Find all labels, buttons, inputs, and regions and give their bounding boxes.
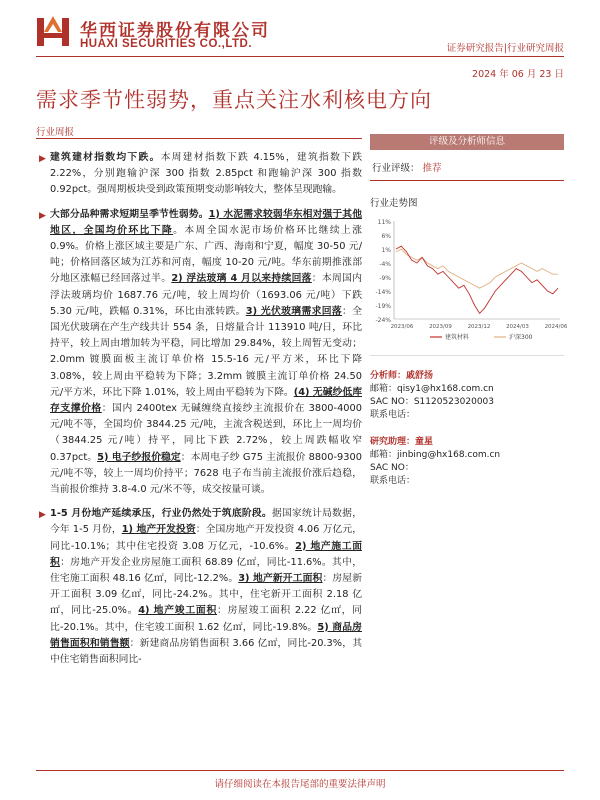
footer-divider	[36, 770, 564, 771]
body-text: ：新建商品房销售面积 3.66 亿㎡，同比-20.3%，其中住宅销售面积同比-	[50, 637, 362, 666]
highlight-text: 5) 商品房销售面积和销售额	[50, 621, 362, 649]
x-tick-label: 2023/06	[390, 324, 414, 330]
x-tick-label: 2023/12	[467, 324, 491, 330]
highlight-text: 建筑建材指数均下跌。	[50, 152, 161, 163]
sidebar	[370, 134, 568, 488]
legend-label: 建筑材料	[445, 334, 470, 341]
analyst-1	[370, 370, 564, 422]
y-tick-label: -4%	[379, 261, 391, 268]
bullet-triangle-icon: ▶	[39, 154, 46, 164]
y-tick-label: 11%	[377, 219, 391, 226]
body-text: ：本周电子纱 G75 主流报价 8800-9300 元/吨不等，较上一周均价持平；7628 电子布当前主流报价涨后趋稳，当前报价维持 3.8-4.0 元/米不等，成交按量可谈。	[50, 451, 362, 496]
body-text: ：房地产开发企业房屋施工面积 68.89 亿㎡，同比-11.6%。其中，住宅施工面积 48.16 亿㎡，同比-12.2%。	[50, 556, 363, 585]
industry-rating	[370, 150, 564, 180]
chart-divider	[370, 355, 564, 356]
paragraph-demand	[39, 207, 363, 499]
rating-label: 行业评级：	[372, 163, 420, 174]
legend-label: 沪深300	[509, 334, 533, 341]
category-divider	[36, 138, 362, 139]
highlight-text: 3) 地产新开工面积	[238, 573, 323, 585]
body-text: ：全国房地产开发投资 4.06 万亿元，同比-10.1%；其中住宅投资 3.08 万亿元，-10.6%。	[50, 524, 362, 552]
body-text: ：全国光伏玻璃在产生产线共计 554 条，日熔量合计 113910 吨/日，环比持平，较上周由增加转为平稳，同比增加 29.84%，较上周暂无变动；2.0mm 镀膜面板主流订单价格 15.5-16 元/平方米，环比下降 3.08%，较上周由平稳转为下降；3.2mm 镀膜主流订单价格 24.50 元/平方米，环比下降 1.01%，较上周由平稳转为下降。	[50, 305, 362, 398]
highlight-text: 1) 地产开发投资	[121, 524, 196, 536]
rating-value: 推荐	[422, 163, 442, 174]
y-tick-label: -24%	[375, 317, 391, 324]
highlight-text: 2) 浮法玻璃 4 月以来持续回落	[171, 273, 312, 285]
y-tick-label: 6%	[381, 233, 391, 240]
highlight-text: (4) 无碱纱低库存支撑价格	[50, 386, 362, 415]
x-tick-label: 2024/06	[544, 324, 568, 330]
analyst-2-role: 研究助理：童星	[370, 437, 434, 447]
company-name-en: HUAXI SECURITIES CO.,LTD.	[80, 38, 253, 50]
analyst-1-role: 分析师：戚舒扬	[370, 371, 434, 381]
highlight-text: 大部分品种需求短期呈季节性弱势。	[50, 208, 209, 220]
highlight-text: 5) 电子纱报价稳定	[97, 451, 181, 463]
huaxi-logo-icon	[36, 14, 70, 48]
series-line-building-materials	[396, 246, 558, 313]
legal-notice: 请仔细阅读在本报告尾部的重要法律声明	[214, 779, 386, 790]
rating-divider	[370, 180, 564, 181]
report-date: 2024 年 06 月 23 日	[472, 69, 564, 80]
header-divider	[36, 56, 564, 57]
x-tick-label: 2024/03	[506, 324, 529, 330]
body-text: ：房屋竣工面积 2.22 亿㎡，同比-20.1%。其中，住宅竣工面积 1.62 亿㎡，同比-19.8%。	[50, 605, 362, 633]
series-line-csi300	[396, 249, 558, 288]
x-tick-label: 2023/09	[429, 324, 452, 330]
body-text: ：房屋新开工面积 3.09 亿㎡，同比-24.2%。其中，住宅新开工面积 2.18 亿㎡，同比-25.0%。	[50, 573, 362, 617]
analyst-2	[370, 436, 564, 488]
company-name-cn: 华西证券股份有限公司	[80, 21, 270, 41]
analyst-2-sac: SAC NO：	[370, 463, 414, 473]
y-tick-label: 1%	[381, 247, 391, 254]
y-tick-label: -14%	[375, 289, 391, 296]
trend-title: 行业走势图	[370, 198, 418, 209]
body-text: 。本周全国水泥市场价格环比继续上涨 0.9%。价格上涨区域主要是广东、广西、海南和宁夏，幅度 30-50 元/吨；价格回落区域为江苏和河南，幅度 10-20 元/吨。华东前期推涨部分地区涨幅已经回落过半。	[50, 224, 363, 285]
paragraph-real-estate	[39, 506, 363, 668]
body-text: ：国内 2400tex 无碱缠绕直接纱主流报价在 3800-4000 元/吨不等，全国均价 3844.25 元/吨，主流含税送到，环比上一周均价（3844.25 元/吨）持平，同比下跌 2.72%，较上周跌幅收窄 0.37pct。	[50, 403, 363, 463]
sidebar-header: 评级及分析师信息	[370, 134, 564, 150]
body-text: 据国家统计局数据，今年 1-5 月份，	[50, 508, 362, 536]
y-tick-label: -19%	[375, 303, 391, 310]
trend-chart	[370, 215, 568, 347]
paragraph-index-change	[39, 150, 363, 199]
category-label: 行业周报	[36, 127, 75, 138]
highlight-text: 4) 地产竣工面积	[138, 605, 218, 617]
body-text: ：本周国内浮法玻璃均价 1687.76 元/吨，较上周均价（1693.06 元/吨）下跌 5.30 元/吨，跌幅 0.31%，环比由涨转跌。	[50, 273, 363, 317]
highlight-text: 1-5 月份地产延续承压，行业仍然处于筑底阶段。	[50, 508, 272, 520]
bullet-triangle-icon: ▶	[39, 210, 46, 221]
bullet-triangle-icon: ▶	[39, 510, 46, 521]
main-body	[39, 150, 363, 676]
analyst-2-phone: 联系电话：	[370, 476, 416, 486]
y-tick-label: -9%	[379, 275, 391, 282]
analyst-1-email[interactable]: 邮箱：qisy1@hx168.com.cn	[370, 384, 494, 394]
body-text: 本周建材指数下跌 4.15%，建筑指数下跌 2.22%，分别跑输沪深 300 指数 2.85pct 和跑输沪深 300 指数 0.92pct。强周期板块受到政策预期变动影响较大，整体呈现跑输。	[50, 152, 363, 196]
report-title: 需求季节性弱势，重点关注水利核电方向	[36, 88, 432, 112]
highlight-text: 3) 光伏玻璃需求回落	[245, 305, 343, 317]
analyst-1-phone: 联系电话：	[370, 410, 416, 420]
highlight-text: 1) 水泥需求较弱华东相对强于其他地区，全国均价环比下降	[50, 208, 362, 236]
analyst-1-sac: SAC NO：S1120523020003	[370, 397, 494, 407]
highlight-text: 2) 地产施工面积	[50, 540, 362, 568]
analyst-2-email[interactable]: 邮箱：jinbing@hx168.com.cn	[370, 450, 501, 460]
report-type: 证券研究报告|行业研究周报	[446, 43, 564, 54]
